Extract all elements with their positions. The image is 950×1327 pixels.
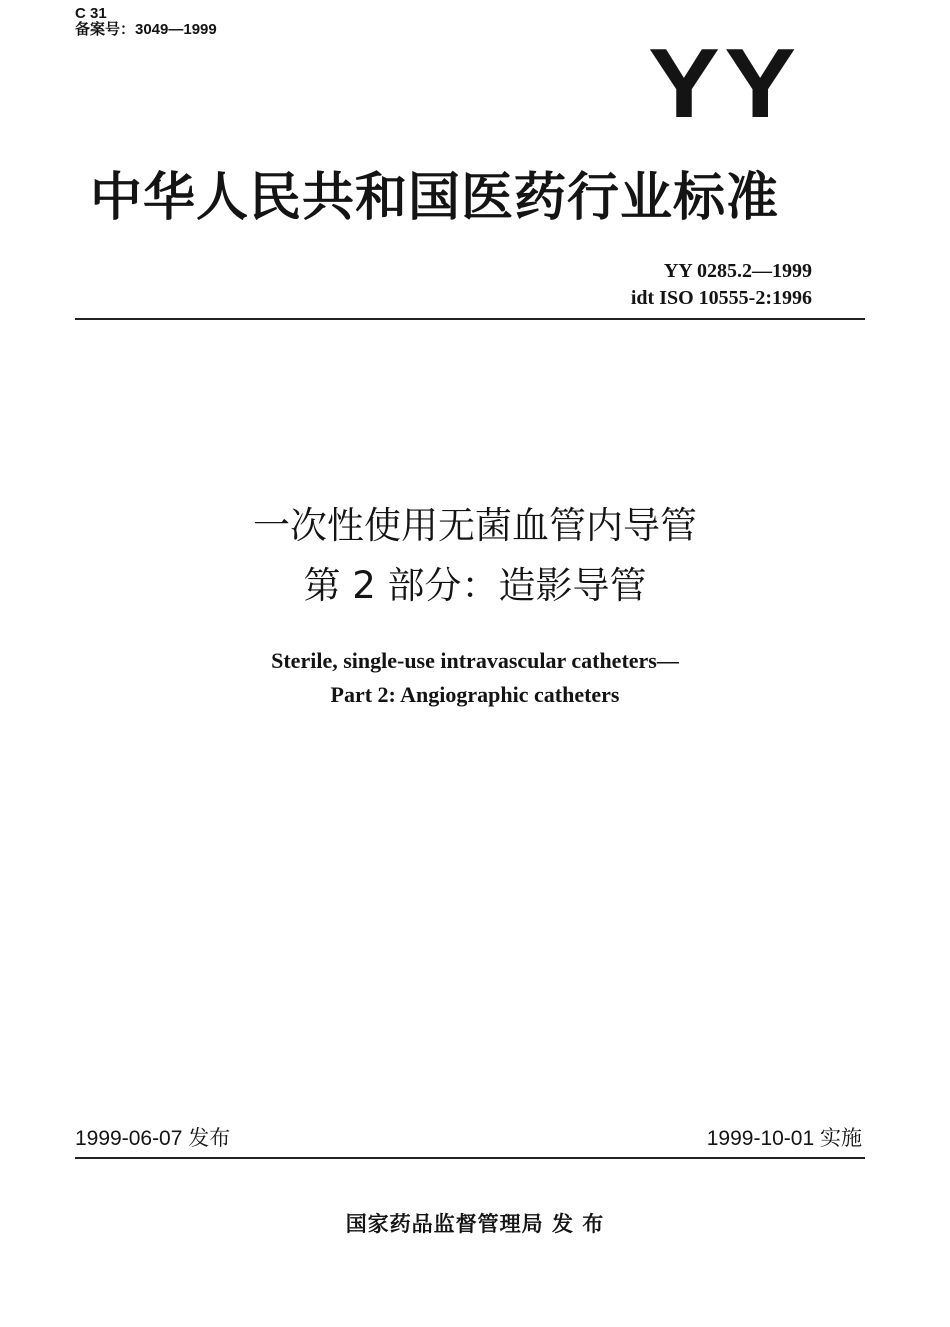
title-zh-line2: 第 2 部分：造影导管 (303, 564, 647, 607)
standard-number-block (631, 258, 812, 312)
title-zh-line1: 一次性使用无菌血管内导管 (253, 504, 697, 547)
effective-date: 1999-10-01 实施 (706, 1127, 862, 1150)
issue-date: 1999-06-07 发布 (75, 1127, 231, 1150)
classification-code: C 31 (75, 5, 107, 22)
standard-logo: YY (648, 28, 801, 138)
header-divider (75, 318, 865, 320)
classification-block (75, 6, 217, 38)
iso-equivalence: idt ISO 10555-2:1996 (630, 287, 812, 309)
organization-title: 中华人民共和国医药行业标准 (90, 168, 780, 228)
registration-number: 备案号：3049—1999 (75, 21, 217, 38)
title-en-line1: Sterile, single-use intravascular catheters— (271, 648, 679, 673)
title-en-line2: Part 2: Angiographic catheters (330, 682, 620, 707)
standard-number: YY 0285.2—1999 (663, 260, 812, 282)
issuing-authority: 国家药品监督管理局 发 布 (345, 1212, 605, 1236)
footer-divider (75, 1157, 865, 1159)
